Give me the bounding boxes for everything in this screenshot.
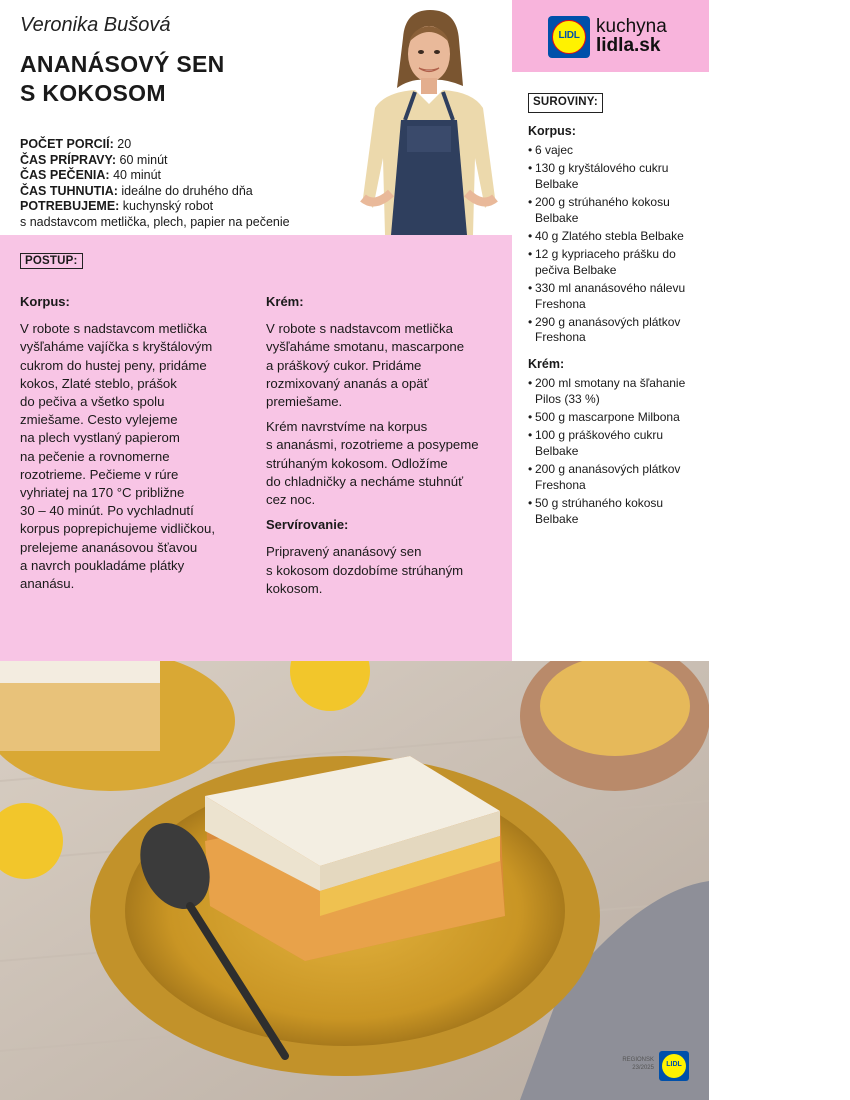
meta-equipment-extra: s nadstavcom metlička, plech, papier na pečenie: [20, 214, 290, 229]
meta-bake-time: ČAS PEČENIA: 40 minút: [20, 168, 162, 182]
ingredient-item: • 40 g Zlatého stebla Belbake: [528, 229, 703, 245]
recipe-meta: [20, 137, 290, 230]
procedure-korpus-title: Korpus:: [20, 294, 70, 309]
recipe-title: [20, 50, 225, 108]
meta-prep-time: ČAS PRÍPRAVY: 60 minút: [20, 152, 168, 167]
ingredient-item: • 500 g mascarpone Milbona: [528, 410, 703, 426]
procedure-krem-title: Krém:: [266, 294, 304, 309]
procedure-korpus-text: V robote s nadstavcom metlička vyšľaháme vajíčka s kryštálovým cukrom do hustej peny, pridáme kokos, Zlaté steblo, prášok do pečiva a všetko spolu zmiešame. Cesto vylejeme na plech vystlaný papierom na pečenie a rovnomerne rozotrieme. Pečieme v rúre vyhriatej na 170 °C približne 30 – 40 minút. Po vychladnutí korpus poprepichujeme vidličkou, prelejeme ananásovou šťavou a navrch poukladáme plátky ananásu.: [20, 321, 215, 592]
ingredients-tag: SUROVINY:: [528, 93, 603, 113]
procedure-serving-title: Servírovanie:: [266, 517, 349, 533]
brand-line2: lidla.sk: [596, 35, 661, 56]
ingredients-section: [528, 93, 703, 530]
ingredient-list-korpus: [528, 143, 703, 346]
procedure-krem-text-2: Krém navrstvíme na korpus s ananásmi, rozotrieme a posypeme strúhaným kokosom. Odložíme do chladničky a necháme stuhnúť cez noc.: [266, 419, 479, 508]
procedure-section: [0, 235, 512, 661]
ingredient-item: • 100 g práškového cukru Belbake: [528, 428, 703, 459]
ingredient-group-title: Korpus:: [528, 123, 576, 138]
ingredient-item: • 130 g kryštálového cukru Belbake: [528, 161, 703, 192]
ingredient-item: • 330 ml ananásového nálevu Freshona: [528, 281, 703, 312]
brand-header: [512, 0, 709, 72]
ingredient-item: • 200 g ananásových plátkov Freshona: [528, 462, 703, 493]
ingredient-item: • 6 vajec: [528, 143, 703, 159]
procedure-tag: POSTUP:: [20, 253, 83, 269]
recipe-title-line1: ANANÁSOVÝ SEN: [20, 51, 225, 77]
ingredient-item: • 200 ml smotany na šľahanie Pilos (33 %): [528, 376, 703, 407]
procedure-column-krem: [266, 293, 501, 605]
ingredient-group-title: Krém:: [528, 356, 565, 371]
brand-name: [596, 17, 667, 55]
meta-equipment: POTREBUJEME: kuchynský robot: [20, 199, 214, 213]
chef-portrait: [345, 8, 510, 235]
procedure-krem-text-1: V robote s nadstavcom metlička vyšľaháme smotanu, mascarpone a práškový cukor. Pridáme rozmixovaný ananás a opäť premiešame.: [266, 321, 465, 410]
ingredient-item: • 50 g strúhaného kokosu Belbake: [528, 496, 703, 527]
lidl-logo-icon: LIDL: [548, 16, 590, 58]
ingredient-item: • 12 g kypriaceho prášku do pečiva Belbake: [528, 247, 703, 278]
brand-line1: kuchyna: [596, 16, 667, 37]
recipe-title-line2: S KOKOSOM: [20, 80, 166, 106]
meta-set-time: ČAS TUHNUTIA: ideálne do druhého dňa: [20, 183, 253, 198]
region-code: REGIONSK 23/2025: [622, 1057, 654, 1071]
dessert-photo: [0, 661, 709, 1100]
lidl-footer-logo-icon: LIDL: [659, 1051, 689, 1081]
ingredient-item: • 200 g strúhaného kokosu Belbake: [528, 195, 703, 226]
author-name: Veronika Bušová: [20, 14, 171, 36]
procedure-serving-text: Pripravený ananásový sen s kokosom dozdobíme strúhaným kokosom.: [266, 544, 464, 596]
procedure-column-korpus: [20, 293, 245, 600]
meta-servings: POČET PORCIÍ: 20: [20, 137, 132, 151]
ingredient-item: • 290 g ananásových plátkov Freshona: [528, 315, 703, 346]
ingredient-list-krem: [528, 376, 703, 527]
